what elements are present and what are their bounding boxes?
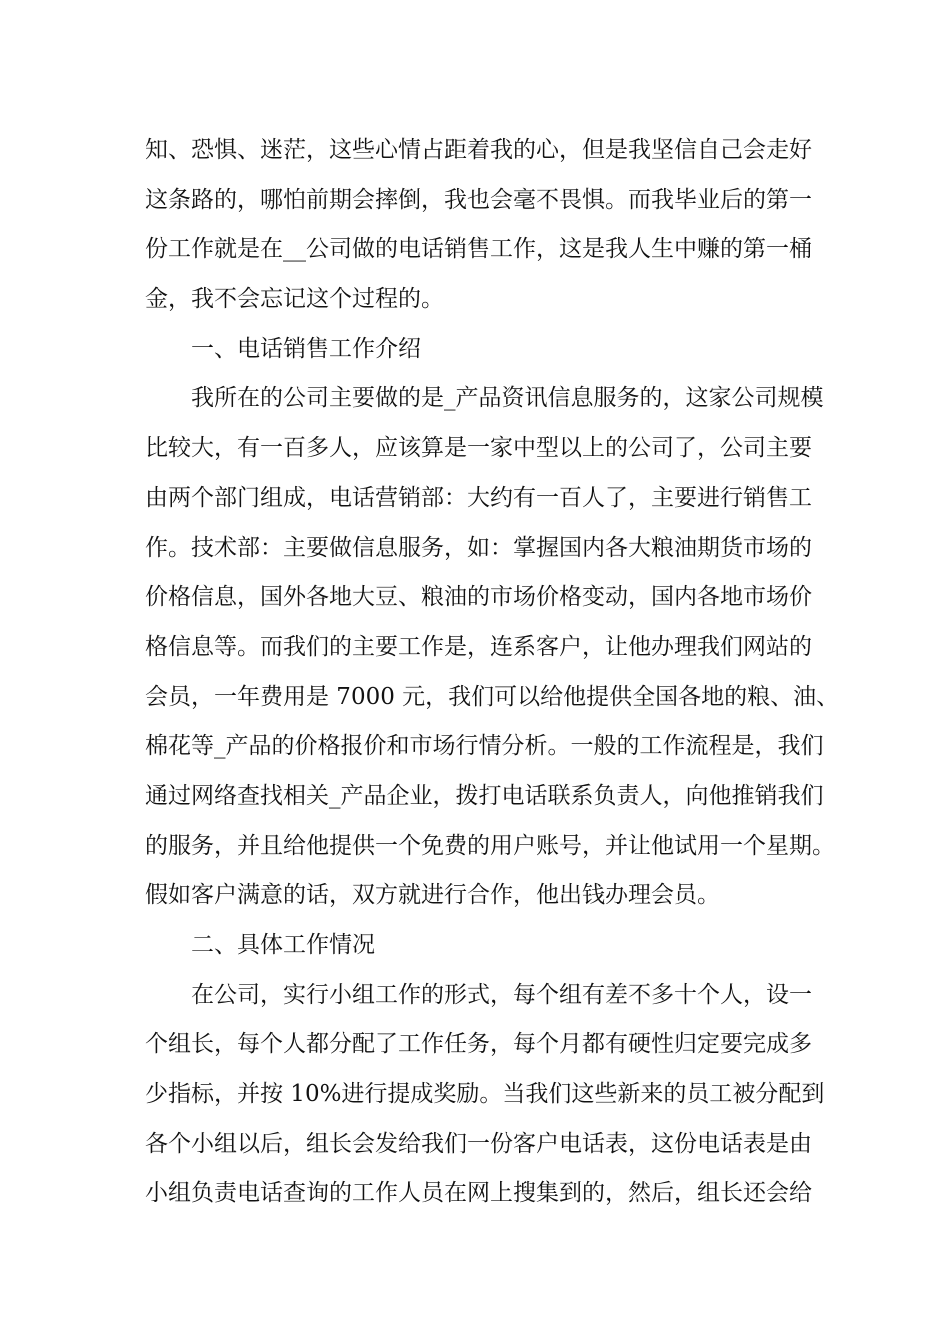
text-line: 通过网络查找相关_产品企业，拨打电话联系负责人，向他推销我们 (145, 782, 824, 809)
text-line: 各个小组以后，组长会发给我们一份客户电话表，这份电话表是由 (145, 1130, 812, 1157)
text-line: 由两个部门组成，电话营销部：大约有一百人了，主要进行销售工 (145, 484, 812, 511)
text-line: 小组负责电话查询的工作人员在网上搜集到的，然后，组长还会给 (145, 1180, 812, 1207)
document-body (145, 126, 840, 1219)
text-line: 比较大，有一百多人，应该算是一家中型以上的公司了，公司主要 (145, 435, 812, 462)
text-line: 的服务，并且给他提供一个免费的用户账号，并让他试用一个星期。 (145, 832, 835, 859)
text-line: 格信息等。而我们的主要工作是，连系客户，让他办理我们网站的 (145, 633, 812, 660)
section-heading: 一、电话销售工作介绍 (191, 335, 421, 362)
text-line: 个组长，每个人都分配了工作任务，每个月都有硬性归定要完成多 (145, 1031, 812, 1058)
text-line: 这条路的，哪怕前期会摔倒，我也会毫不畏惧。而我毕业后的第一 (145, 186, 812, 213)
text-line: 份工作就是在__公司做的电话销售工作，这是我人生中赚的第一桶 (145, 236, 812, 263)
text-line: 金，我不会忘记这个过程的。 (145, 286, 444, 313)
text-line: 少指标，并按 10%进行提成奖励。当我们这些新来的员工被分配到 (145, 1081, 825, 1108)
text-line: 在公司，实行小组工作的形式，每个组有差不多十个人，设一 (191, 981, 812, 1008)
section-heading: 二、具体工作情况 (191, 932, 375, 958)
text-line: 我所在的公司主要做的是_产品资讯信息服务的，这家公司规模 (191, 385, 824, 412)
text-line: 知、恐惧、迷茫，这些心情占距着我的心，但是我坚信自己会走好 (145, 137, 812, 163)
text-line: 价格信息，国外各地大豆、粮油的市场价格变动，国内各地市场价 (145, 584, 812, 611)
text-line: 棉花等_产品的价格报价和市场行情分析。一般的工作流程是，我们 (145, 733, 824, 760)
text-line: 假如客户满意的话，双方就进行合作，他出钱办理会员。 (145, 882, 720, 909)
text-line: 作。技术部：主要做信息服务，如：掌握国内各大粮油期货市场的 (145, 534, 812, 561)
text-line: 会员，一年费用是 7000 元，我们可以给他提供全国各地的粮、油、 (145, 683, 840, 710)
